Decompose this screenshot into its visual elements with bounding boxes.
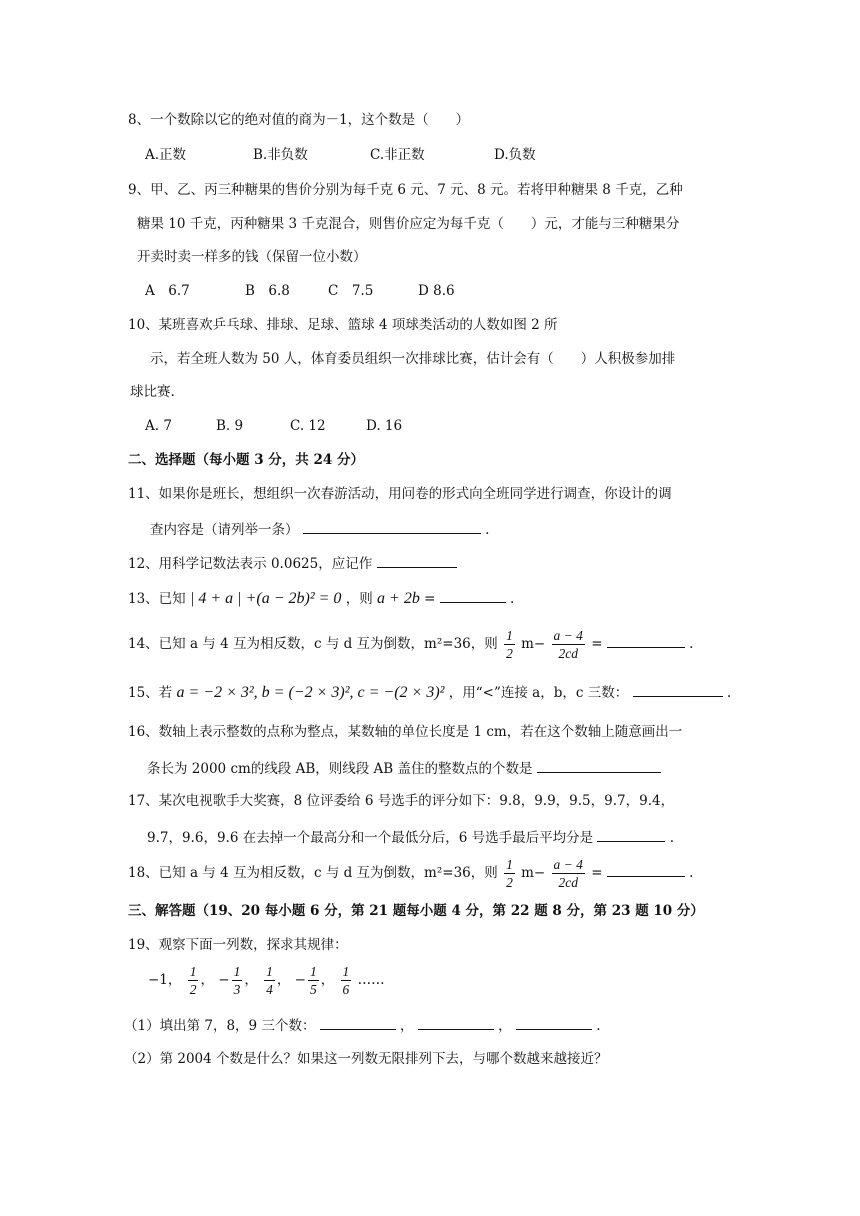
fraction-a-minus-4-over-2cd <box>552 856 585 891</box>
question-19-part-1 <box>124 1014 601 1036</box>
question-10-line-2: 示，若全班人数为 50 人，体育委员组织一次排球比赛，估计会有（ ）人积极参加排 <box>150 351 676 367</box>
fraction-numerator: 1 <box>506 628 513 643</box>
question-9-option-a: A 6.7 <box>145 283 190 299</box>
question-9-line-2: 糖果 10 千克，丙种糖果 3 千克混合，则售价应定为每千克（ ）元，才能与三种糖果分 <box>137 216 680 232</box>
question-12 <box>128 552 457 574</box>
question-17-line-1: 17、某次电视歌手大奖赛，8 位评委给 6 号选手的评分如下：9.8，9.9，9.5，9.7，9.4， <box>128 793 675 809</box>
answer-blank-16[interactable] <box>537 757 661 773</box>
sequence-term <box>264 963 275 998</box>
fraction-denominator: 2 <box>189 982 197 997</box>
question-8: 8、一个数除以它的绝对值的商为－1，这个数是（ ） <box>128 112 470 128</box>
answer-blank-17[interactable] <box>597 826 665 842</box>
fraction-one-half <box>504 627 515 662</box>
question-13-mid: ，则 <box>345 591 373 607</box>
question-17-prompt: 9.7，9.6，9.6 在去掉一个最高分和一个最低分后，6 号选手最后平均分是 <box>147 830 594 846</box>
section-2-heading: 二、选择题（每小题 3 分，共 24 分） <box>128 452 364 468</box>
question-9-line-3: 开卖时卖一样多的钱（保留一位小数） <box>137 249 367 265</box>
sequence-sign: − <box>294 972 306 988</box>
question-18-pre: 18、已知 a 与 4 互为相反数，c 与 d 互为倒数，m²=36，则 <box>128 865 498 881</box>
question-10-line-1: 10、某班喜欢乒乓球、排球、足球、篮球 4 项球类活动的人数如图 2 所 <box>128 317 558 333</box>
fraction-numerator: 1 <box>189 964 197 979</box>
question-13-condition: | 4 + a | +(a − 2b)² = 0 <box>189 590 342 607</box>
question-8-option-a: A.正数 <box>145 147 187 163</box>
fraction-denominator: 2 <box>506 875 513 890</box>
fraction-numerator: 1 <box>506 857 513 872</box>
question-17-line-2 <box>147 826 674 848</box>
question-12-text: 12、用科学记数法表示 0.0625，应记作 <box>128 556 373 572</box>
question-8-option-c: C.非正数 <box>370 147 425 163</box>
sequence-term <box>232 963 243 998</box>
question-18-m: m− <box>521 865 546 881</box>
sequence-first-term: −1， <box>148 972 182 988</box>
sequence-ellipsis: …… <box>357 972 385 988</box>
question-13-pre: 13、已知 <box>128 591 186 607</box>
question-16-prompt: 条长为 2000 cm的线段 AB，则线段 AB 盖住的整数点的个数是 <box>147 761 533 777</box>
question-15-end: . <box>726 685 732 701</box>
sequence-separator: ， <box>276 972 291 988</box>
sequence-term <box>341 963 352 998</box>
question-10-option-a: A. 7 <box>145 418 172 434</box>
question-9-option-d: D 8.6 <box>418 283 455 299</box>
question-15 <box>128 681 731 703</box>
question-9-option-b: B 6.8 <box>245 283 290 299</box>
question-13-equals: = <box>424 591 436 607</box>
answer-blank-15[interactable] <box>633 681 723 697</box>
question-18-equals: = <box>591 865 603 881</box>
comma: ， <box>400 1018 414 1034</box>
question-13-expression: a + 2b <box>377 590 420 607</box>
question-14-end: . <box>689 636 694 652</box>
question-14-m: m− <box>521 636 546 652</box>
question-17-end: . <box>669 830 674 846</box>
fraction-a-minus-4-over-2cd <box>552 627 585 662</box>
question-8-option-d: D.负数 <box>494 147 536 163</box>
question-14-pre: 14、已知 a 与 4 互为相反数，c 与 d 互为倒数，m²=36，则 <box>128 636 498 652</box>
question-19-part-1-end: . <box>596 1018 601 1034</box>
question-13 <box>128 587 514 609</box>
answer-blank-12[interactable] <box>377 552 457 568</box>
question-11-end: . <box>485 522 490 538</box>
question-10-option-d: D. 16 <box>366 418 403 434</box>
question-18 <box>128 856 693 891</box>
answer-blank-14[interactable] <box>607 632 685 648</box>
fraction-denominator: 2cd <box>558 646 578 661</box>
question-8-option-b: B.非负数 <box>253 147 308 163</box>
question-18-end: . <box>689 865 694 881</box>
fraction-denominator: 3 <box>233 982 241 997</box>
sequence-term <box>308 963 319 998</box>
question-10-option-c: C. 12 <box>290 418 326 434</box>
answer-blank-19-8th[interactable] <box>418 1014 494 1030</box>
fraction-numerator: 1 <box>309 964 317 979</box>
fraction-denominator: 2cd <box>558 875 578 890</box>
question-19-part-2: （2）第 2004 个数是什么？如果这一列数无限排列下去，与哪个数越来越接近？ <box>124 1051 608 1067</box>
answer-blank-11[interactable] <box>303 518 481 534</box>
fraction-denominator: 2 <box>506 646 513 661</box>
question-14 <box>128 627 693 662</box>
question-19-part-1-prompt: （1）填出第 7，8，9 三个数： <box>124 1018 316 1034</box>
question-16-line-1: 16、数轴上表示整数的点称为整点，某数轴的单位长度是 1 cm，若在这个数轴上随意画出一 <box>128 724 683 740</box>
section-3-heading: 三、解答题（19、20 每小题 6 分，第 21 题每小题 4 分，第 22 题 8 分，第 23 题 10 分） <box>128 903 704 919</box>
question-15-expression: a = −2 × 3², b = (−2 × 3)², c = −(2 × 3)² <box>176 684 445 701</box>
question-14-equals: = <box>591 636 603 652</box>
fraction-one-half <box>504 856 515 891</box>
question-11-line-2 <box>150 518 489 540</box>
fraction-denominator: 4 <box>266 982 273 997</box>
answer-blank-18[interactable] <box>607 861 685 877</box>
fraction-numerator: a − 4 <box>553 628 583 643</box>
question-16-line-2 <box>147 757 661 779</box>
question-19-title: 19、观察下面一列数，探求其规律： <box>128 937 348 953</box>
question-10-line-3: 球比赛. <box>130 384 175 400</box>
question-15-mid: ，用“<”连接 a，b，c 三数： <box>448 685 629 701</box>
fraction-numerator: a − 4 <box>553 857 583 872</box>
answer-blank-19-7th[interactable] <box>320 1014 396 1030</box>
answer-blank-13[interactable] <box>440 587 506 603</box>
sequence-sign: − <box>218 972 230 988</box>
fraction-numerator: 1 <box>266 964 273 979</box>
comma: ， <box>498 1018 512 1034</box>
question-19-sequence <box>148 963 385 998</box>
fraction-numerator: 1 <box>342 964 350 979</box>
sequence-term <box>188 963 199 998</box>
question-9-option-c: C 7.5 <box>328 283 374 299</box>
sequence-separator: ， <box>200 972 214 988</box>
sequence-separator: ， <box>320 972 335 988</box>
question-9-line-1: 9、甲、乙、丙三种糖果的售价分别为每千克 6 元、7 元、8 元。若将甲种糖果 8 千克，乙种 <box>128 182 683 198</box>
question-10-option-b: B. 9 <box>216 418 244 434</box>
answer-blank-19-9th[interactable] <box>516 1014 592 1030</box>
fraction-numerator: 1 <box>233 964 241 979</box>
question-11-prompt: 查内容是（请列举一条） <box>150 522 299 538</box>
question-15-pre: 15、若 <box>128 685 173 701</box>
question-11-line-1: 11、如果你是班长，想组织一次春游活动，用问卷的形式向全班同学进行调查，你设计的调 <box>128 486 672 502</box>
sequence-separator: ， <box>244 972 258 988</box>
fraction-denominator: 5 <box>309 982 317 997</box>
fraction-denominator: 6 <box>342 982 350 997</box>
question-13-end: . <box>510 591 515 607</box>
